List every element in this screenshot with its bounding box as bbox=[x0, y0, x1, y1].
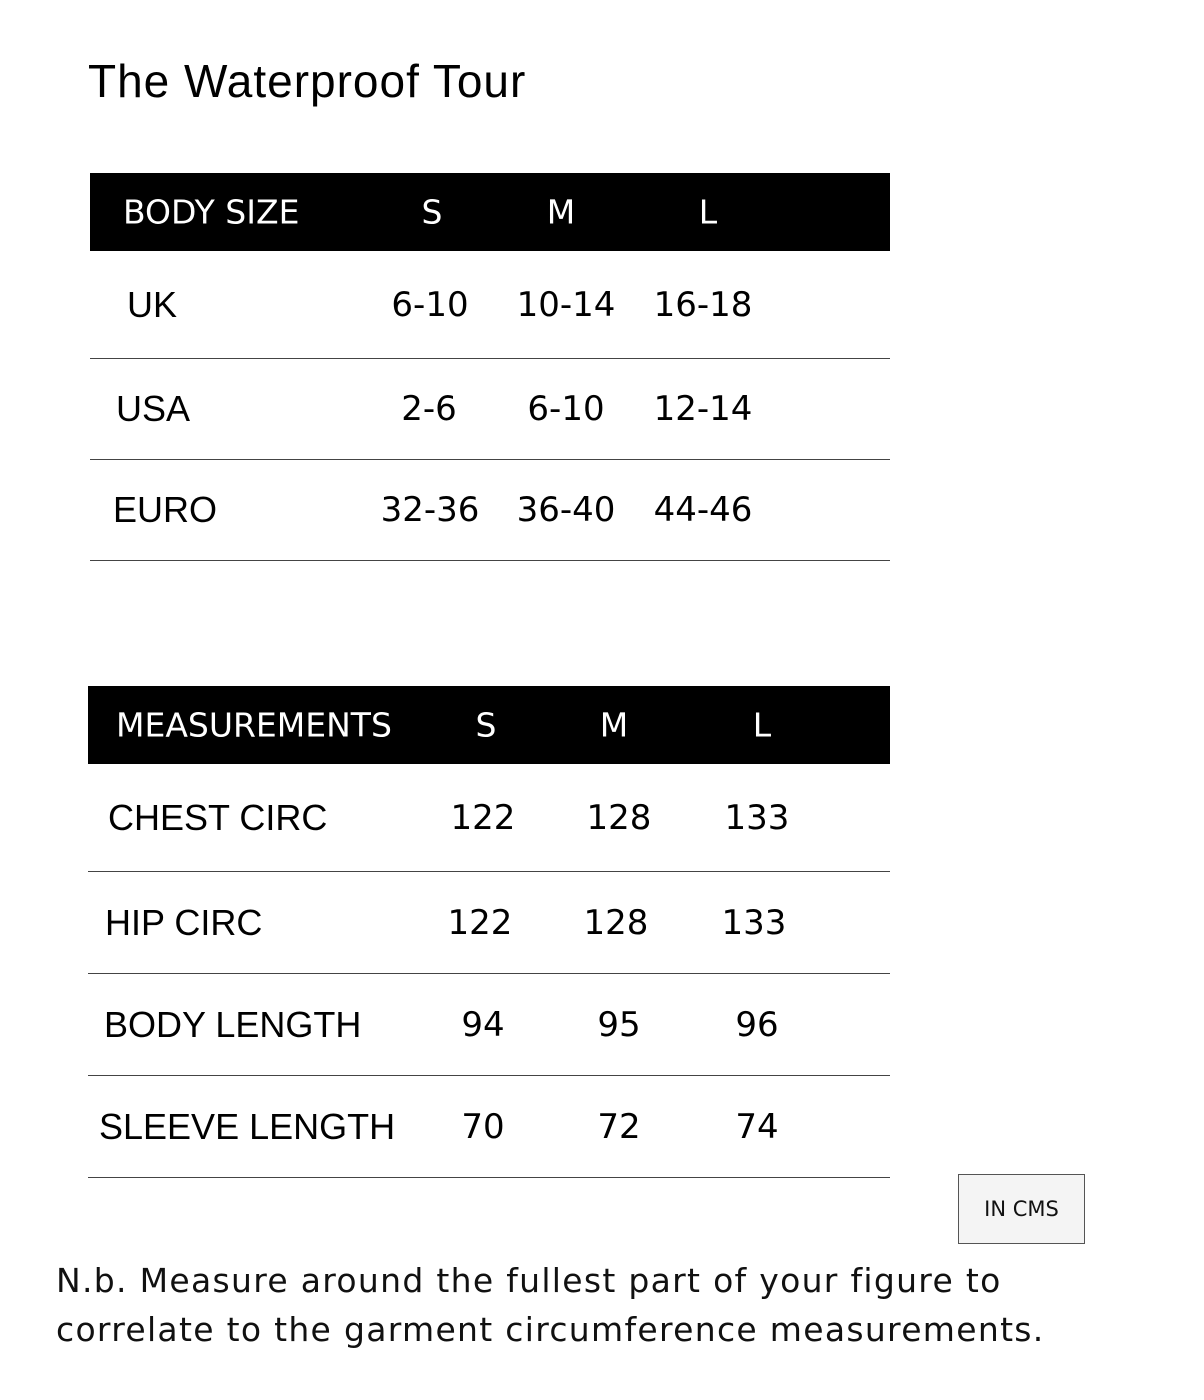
row-label: USA bbox=[116, 388, 191, 429]
cell-m: 36-40 bbox=[516, 490, 616, 530]
page-title: The Waterproof Tour bbox=[88, 55, 527, 107]
row-label: CHEST CIRC bbox=[108, 796, 328, 838]
cell-s: 6-10 bbox=[391, 284, 469, 325]
cell-l: 74 bbox=[735, 1106, 779, 1147]
cell-l: 133 bbox=[721, 902, 787, 943]
header-size-m: M bbox=[599, 705, 629, 745]
cell-l: 96 bbox=[735, 1004, 779, 1045]
header-size-s: S bbox=[475, 705, 497, 745]
row-label: SLEEVE LENGTH bbox=[99, 1105, 396, 1147]
cell-s: 122 bbox=[447, 902, 513, 943]
header-size-l: L bbox=[698, 192, 718, 232]
table-row bbox=[88, 764, 890, 872]
header-label: BODY SIZE bbox=[123, 192, 300, 232]
measurement-note: N.b. Measure around the fullest part of your figure to correlate to the garment circumference measurements. bbox=[56, 1261, 1045, 1349]
cell-s: 32-36 bbox=[380, 490, 480, 530]
cell-m: 6-10 bbox=[527, 389, 605, 429]
cell-m: 10-14 bbox=[516, 284, 616, 325]
row-label: UK bbox=[127, 283, 178, 325]
cell-m: 72 bbox=[597, 1106, 641, 1147]
table-row bbox=[90, 359, 890, 460]
header-label: MEASUREMENTS bbox=[116, 705, 392, 745]
cell-s: 2-6 bbox=[401, 389, 457, 429]
row-label: EURO bbox=[113, 489, 218, 530]
header-size-l: L bbox=[752, 705, 772, 745]
header-size-s: S bbox=[421, 192, 443, 232]
row-label: HIP CIRC bbox=[105, 901, 263, 943]
body-size-header bbox=[90, 173, 890, 251]
table-row bbox=[88, 1076, 890, 1178]
cell-l: 133 bbox=[724, 797, 790, 838]
cell-s: 94 bbox=[461, 1004, 505, 1045]
table-row bbox=[90, 460, 890, 561]
cell-s: 122 bbox=[450, 797, 516, 838]
unit-badge: IN CMS bbox=[958, 1174, 1085, 1244]
table-row bbox=[88, 872, 890, 974]
measurements-header bbox=[88, 686, 890, 764]
cell-l: 16-18 bbox=[653, 284, 753, 325]
row-label: BODY LENGTH bbox=[104, 1003, 362, 1045]
cell-m: 95 bbox=[597, 1004, 641, 1045]
cell-m: 128 bbox=[586, 797, 652, 838]
table-row bbox=[88, 974, 890, 1076]
body-size-table bbox=[90, 173, 890, 561]
cell-l: 44-46 bbox=[653, 490, 753, 530]
table-row bbox=[90, 251, 890, 359]
cell-l: 12-14 bbox=[653, 389, 753, 429]
cell-s: 70 bbox=[461, 1106, 505, 1147]
header-size-m: M bbox=[546, 192, 576, 232]
measurements-table bbox=[88, 686, 890, 1178]
cell-m: 128 bbox=[583, 902, 649, 943]
